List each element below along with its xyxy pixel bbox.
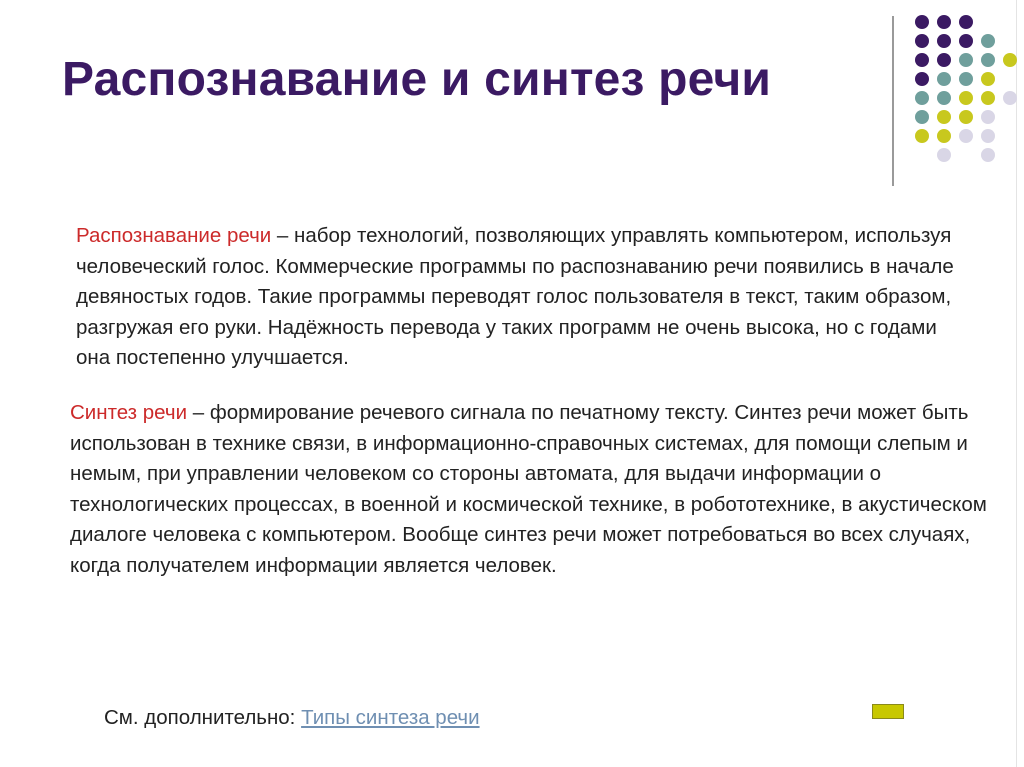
decorative-dot xyxy=(937,53,951,67)
decorative-dot xyxy=(915,91,929,105)
nav-rectangle-button[interactable] xyxy=(872,704,904,719)
decorative-dot xyxy=(937,34,951,48)
decorative-dot xyxy=(981,91,995,105)
slide-edge-line xyxy=(1016,0,1017,767)
term-speech-synthesis: Синтез речи xyxy=(70,401,188,424)
decorative-dot xyxy=(1003,91,1017,105)
decorative-dot xyxy=(959,53,973,67)
paragraph-speech-recognition xyxy=(76,221,976,374)
decorative-dot xyxy=(915,72,929,86)
decorative-dot xyxy=(915,34,929,48)
decorative-dot xyxy=(981,148,995,162)
definition-speech-synthesis: – формирование речевого сигнала по печатному тексту. Синтез речи может быть использован в технике связи, в информационно-справочных системах, для помощи слепым и немым, при управлении человеком со стороны автомата, для выдачи информации о технологических процессах, в военной и космической технике, в робототехнике, в акустическом диалоге человека с компьютером. Вообще синтез речи может потребоваться во всех случаях, когда получателем информации является человек. xyxy=(70,401,987,577)
decorative-dot xyxy=(915,53,929,67)
decorative-dot xyxy=(937,129,951,143)
decorative-dot xyxy=(915,110,929,124)
see-also-line xyxy=(104,706,480,730)
decorative-dot xyxy=(981,34,995,48)
paragraph-speech-synthesis xyxy=(70,398,990,581)
decorative-dot xyxy=(937,110,951,124)
decorative-dot xyxy=(959,129,973,143)
decorative-dot xyxy=(981,110,995,124)
decorative-dot xyxy=(981,129,995,143)
decorative-dot xyxy=(981,53,995,67)
decorative-dot xyxy=(1003,53,1017,67)
decorative-dot xyxy=(937,15,951,29)
decorative-dot xyxy=(959,72,973,86)
decorative-dot xyxy=(937,91,951,105)
slide-title: Распознавание и синтез речи xyxy=(62,53,772,106)
decorative-dot xyxy=(981,72,995,86)
title-divider-line xyxy=(892,16,894,186)
definition-speech-recognition: – набор технологий, позволяющих управлять компьютером, используя человеческий голос. Коммерческие программы по распознаванию речи появились в начале девяностых годов. Такие программы переводят голос пользователя в текст, таким образом, разгружая его руки. Надёжность перевода у таких программ не очень высока, но с годами она постепенно улучшается. xyxy=(76,224,954,369)
decorative-dot xyxy=(915,15,929,29)
decorative-dot xyxy=(959,34,973,48)
decorative-dot xyxy=(959,110,973,124)
decorative-dot xyxy=(959,15,973,29)
see-also-link[interactable]: Типы синтеза речи xyxy=(301,706,480,729)
decorative-dot xyxy=(937,148,951,162)
term-speech-recognition: Распознавание речи xyxy=(76,224,272,247)
decorative-dot xyxy=(959,91,973,105)
decorative-dot xyxy=(915,129,929,143)
see-also-label: См. дополнительно: xyxy=(104,706,302,729)
decorative-dot xyxy=(937,72,951,86)
